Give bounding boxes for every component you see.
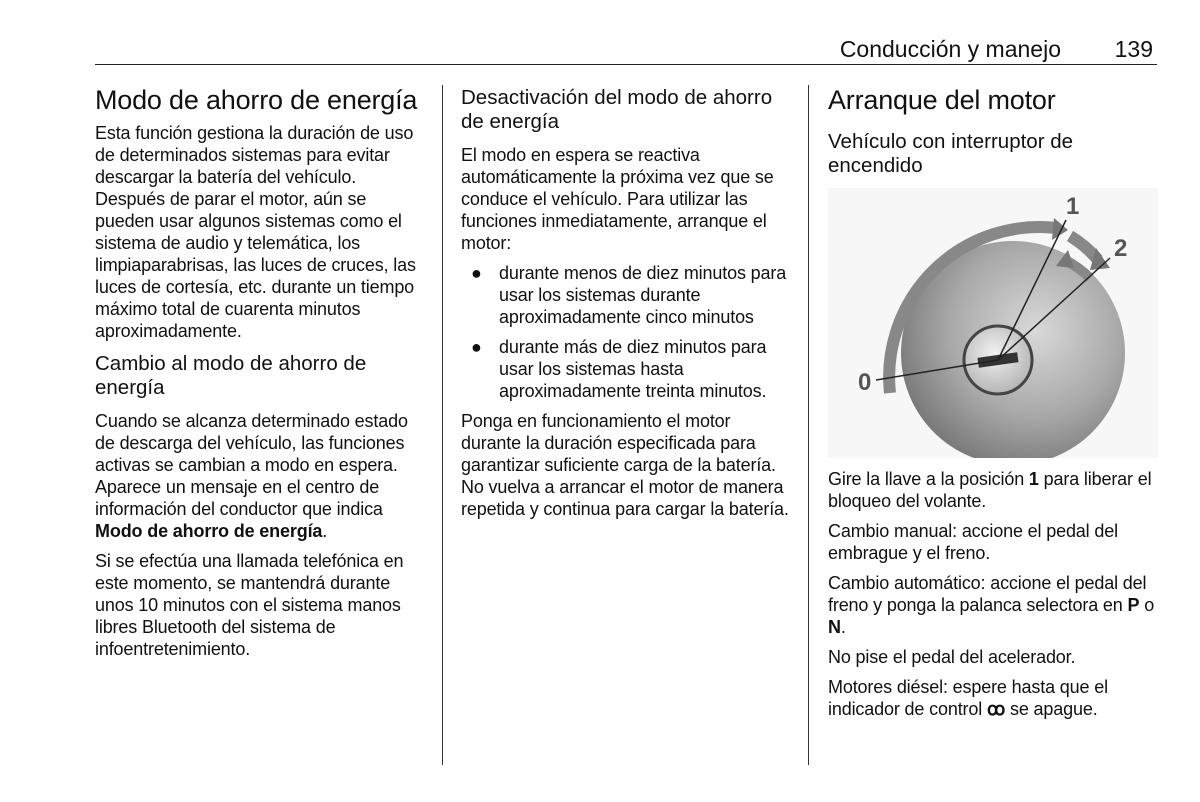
text: . [322,521,328,541]
text: para liberar el bloqueo del volante. [828,469,1152,511]
paragraph: Esta función gestiona la duración de uso de determinados sistemas para evitar descargar la batería del vehículo. Después de parar el motor, aún se pueden usar algunos sistemas como el sistema de audio y telemática, los limpiaparabrisas, las luces de cruces, las luces de cortesía, etc. durante un tiempo máximo total de cuarenta minutos aproximadamente. [95,123,416,341]
heading-deactivate-energy-saving: Desactivación del modo de ahorro de energía [461,86,773,133]
page-number: 139 [1114,36,1153,62]
paragraph [828,468,1158,512]
ignition-switch-figure [828,188,1158,458]
list-item [461,336,791,402]
heading-ignition-switch: Vehículo con interruptor de encendido [828,130,1074,177]
gear-p: P [1127,595,1140,615]
section-title: Conducción y manejo [839,36,1061,62]
heading-energy-saving-mode: Modo de ahorro de energía [95,85,418,115]
text: se apague. [1005,699,1098,719]
heading-switch-to-energy-saving: Cambio al modo de ahorro de energía [95,352,367,399]
paragraph [828,572,1158,638]
paragraph [828,676,1158,720]
column-divider [442,85,443,765]
column-1 [95,80,425,668]
paragraph: El modo en espera se reactiva automáticamente la próxima vez que se conduce el vehículo. Para utilizar las funciones inmediatamente, arranque el motor: [461,145,774,253]
column-3 [828,80,1158,728]
text: Gire la llave a la posición [828,469,1029,489]
position-label-1: 1 [1066,193,1080,220]
bullet-icon: ● [471,263,482,283]
paragraph: No pise el pedal del acelerador. [828,647,1076,667]
heading-engine-start: Arranque del motor [828,85,1056,115]
paragraph: Si se efectúa una llamada telefónica en este momento, se mantendrá durante unos 10 minutos con el sistema manos libres Bluetooth del sistema de infoentretenimiento. [95,551,404,659]
position-label-0: 0 [858,369,872,396]
position-value: 1 [1028,469,1039,489]
page-header [95,30,1157,65]
text: . [840,617,846,637]
paragraph: Ponga en funcionamiento el motor durante la duración especificada para garantizar suficiente carga de la batería. No vuelva a arrancar el motor de manera repetida y continua para cargar la batería. [461,411,789,519]
text: o [1139,595,1155,615]
position-label-2: 2 [1114,235,1128,262]
bullet-icon: ● [471,337,482,357]
text: Cambio automático: accione el pedal del freno y ponga la palanca selectora en [828,573,1147,615]
paragraph: Cambio manual: accione el pedal del embrague y el freno. [828,521,1118,563]
column-divider [808,85,809,765]
text: Motores diésel: espere hasta que el indicador de control [828,677,1108,719]
paragraph [95,410,425,542]
glow-plug-icon: ꝏ [986,699,1006,719]
list-item-text: durante más de diez minutos para usar los sistemas hasta aproximadamente treinta minutos. [499,337,767,401]
list-item [461,262,791,328]
gear-n: N [828,617,841,637]
column-2 [461,80,791,528]
bullet-list [461,262,791,402]
text: Cuando se alcanza determinado estado de descarga del vehículo, las funciones activas se cambian a modo en espera. Aparece un mensaje en el centro de información del conductor que indica [95,411,408,519]
list-item-text: durante menos de diez minutos para usar los sistemas durante aproximadamente cinco minutos [499,263,787,327]
message-label: Modo de ahorro de energía [95,521,323,541]
ignition-illustration [828,188,1158,458]
